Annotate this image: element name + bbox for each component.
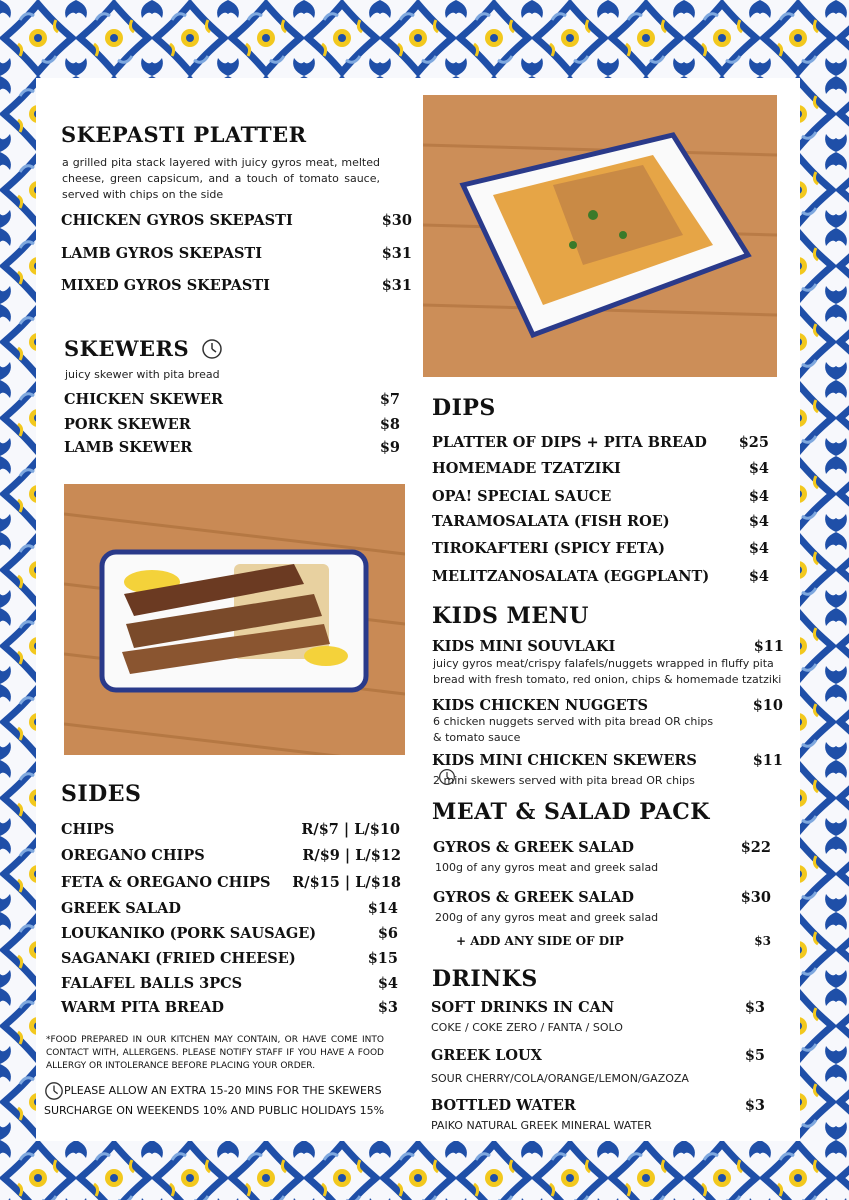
item-name: KIDS MINI SOUVLAKI [432, 638, 616, 655]
menu-item [432, 513, 769, 530]
item-price: $15 [367, 950, 398, 967]
item-name: PLATTER OF DIPS + PITA BREAD [432, 434, 707, 451]
menu-item [432, 540, 769, 557]
menu-item [432, 568, 769, 585]
skewers-title: SKEWERS [64, 336, 223, 361]
menu-item [432, 697, 783, 714]
clock-icon [201, 338, 223, 360]
item-price: $25 [738, 434, 769, 451]
menu-item [61, 950, 398, 967]
item-price: $30 [740, 889, 771, 906]
item-name: LAMB GYROS SKEPASTI [61, 245, 263, 262]
clock-icon [44, 1081, 64, 1101]
skepasti-title: SKEPASTI PLATTER [61, 122, 307, 147]
item-name: + ADD ANY SIDE OF DIP [456, 934, 624, 948]
item-description: juicy gyros meat/crispy falafels/nuggets wrapped in fluffy pita [433, 657, 774, 670]
item-name: OREGANO CHIPS [61, 847, 205, 864]
item-name: SAGANAKI (FRIED CHEESE) [61, 950, 296, 967]
dips-title: DIPS [432, 395, 496, 421]
item-name: BOTTLED WATER [431, 1097, 576, 1114]
menu-item [61, 874, 401, 891]
menu-item [61, 277, 412, 294]
menu-item [432, 434, 769, 451]
item-description: 200g of any gyros meat and greek salad [435, 911, 659, 924]
menu-item [433, 839, 771, 856]
item-name: CHICKEN GYROS SKEPASTI [61, 212, 293, 229]
menu-item [61, 900, 398, 917]
item-price: $4 [748, 568, 769, 585]
item-price: $4 [748, 460, 769, 477]
item-price: $11 [753, 638, 784, 655]
drinks-title: DRINKS [432, 966, 538, 992]
item-price: $4 [748, 488, 769, 505]
item-name: CHICKEN SKEWER [64, 391, 224, 408]
menu-item [64, 416, 400, 433]
item-price: $4 [748, 513, 769, 530]
item-name: MIXED GYROS SKEPASTI [61, 277, 270, 294]
item-name: CHIPS [61, 821, 115, 838]
item-name: TIROKAFTERI (SPICY FETA) [432, 540, 665, 557]
item-name: FETA & OREGANO CHIPS [61, 874, 271, 891]
menu-item [61, 847, 401, 864]
item-description: 2 mini skewers served with pita bread OR chips [433, 774, 695, 787]
item-price: $3 [744, 999, 765, 1016]
item-price: $31 [381, 277, 412, 294]
skewers-description: juicy skewer with pita bread [65, 368, 220, 381]
item-name: GREEK LOUX [431, 1047, 542, 1064]
skewers-photo [64, 484, 405, 755]
menu-item [61, 975, 398, 992]
item-name: GREEK SALAD [61, 900, 181, 917]
menu-item [61, 821, 400, 838]
skepasti-description: a grilled pita stack layered with juicy gyros meat, melted cheese, green capsicum, and a touch of tomato sauce, served with chips on the side [62, 156, 380, 201]
item-name: HOMEMADE TZATZIKI [432, 460, 621, 477]
item-name: WARM PITA BREAD [61, 999, 224, 1016]
item-name: LAMB SKEWER [64, 439, 193, 456]
item-price: $9 [379, 439, 400, 456]
item-price: $31 [381, 245, 412, 262]
item-description: SOUR CHERRY/COLA/ORANGE/LEMON/GAZOZA [431, 1072, 689, 1085]
item-name: LOUKANIKO (PORK SAUSAGE) [61, 925, 317, 942]
item-price: $4 [377, 975, 398, 992]
kids-title: KIDS MENU [432, 603, 589, 629]
item-name: TARAMOSALATA (FISH ROE) [432, 513, 670, 530]
item-price: $5 [744, 1047, 765, 1064]
item-name: PORK SKEWER [64, 416, 191, 433]
item-price: $3 [377, 999, 398, 1016]
item-description: 100g of any gyros meat and greek salad [435, 861, 659, 874]
menu-item [432, 638, 784, 655]
item-name: MELITZANOSALATA (EGGPLANT) [432, 568, 710, 585]
menu-item [431, 999, 765, 1016]
item-price: R/$9 | L/$12 [302, 847, 401, 864]
item-price: $7 [379, 391, 400, 408]
item-name: GYROS & GREEK SALAD [433, 889, 635, 906]
item-price: $4 [748, 540, 769, 557]
addon-item [456, 934, 771, 948]
menu-item [432, 460, 769, 477]
menu-item [64, 439, 400, 456]
menu-item [61, 245, 412, 262]
item-price: R/$15 | L/$18 [292, 874, 401, 891]
surcharge-note: SURCHARGE ON WEEKENDS 10% AND PUBLIC HOLIDAYS 15% [44, 1104, 385, 1117]
item-name: GYROS & GREEK SALAD [433, 839, 635, 856]
item-price: R/$7 | L/$10 [301, 821, 400, 838]
allergen-note: *FOOD PREPARED IN OUR KITCHEN MAY CONTAIN, OR HAVE COME INTO CONTACT WITH, ALLERGENS. PLEASE NOTIFY STAFF IF YOU HAVE A FOOD ALLERGY OR INTOLERANCE BEFORE PLACING YOUR ORDER. [46, 1035, 384, 1071]
item-description: COKE / COKE ZERO / FANTA / SOLO [431, 1021, 623, 1034]
item-price: $30 [381, 212, 412, 229]
menu-item [64, 391, 400, 408]
item-name: KIDS CHICKEN NUGGETS [432, 697, 648, 714]
item-description: PAIKO NATURAL GREEK MINERAL WATER [431, 1119, 652, 1132]
item-description: & tomato sauce [433, 731, 521, 744]
skewer-wait-note: PLEASE ALLOW AN EXTRA 15-20 MINS FOR THE SKEWERS [44, 1081, 382, 1101]
menu-item [431, 1047, 765, 1064]
item-price: $8 [379, 416, 400, 433]
sides-title: SIDES [61, 781, 142, 807]
item-price: $3 [744, 1097, 765, 1114]
item-name: FALAFEL BALLS 3PCS [61, 975, 243, 992]
menu-item [431, 1097, 765, 1114]
item-price: $22 [740, 839, 771, 856]
item-description: bread with fresh tomato, red onion, chips & homemade tzatziki [433, 673, 782, 686]
pack-title: MEAT & SALAD PACK [432, 799, 710, 825]
menu-item [61, 925, 398, 942]
item-price: $10 [752, 697, 783, 714]
menu-item [61, 999, 398, 1016]
menu-item [433, 889, 771, 906]
item-price: $11 [752, 752, 783, 769]
item-name: KIDS MINI CHICKEN SKEWERS [432, 752, 697, 786]
menu-item [61, 212, 412, 229]
skepasti-photo [423, 95, 777, 377]
item-name: SOFT DRINKS IN CAN [431, 999, 615, 1016]
menu-item [432, 488, 769, 505]
item-price: $3 [754, 934, 771, 948]
item-price: $14 [367, 900, 398, 917]
item-name: OPA! SPECIAL SAUCE [432, 488, 612, 505]
item-description: 6 chicken nuggets served with pita bread OR chips [433, 715, 714, 728]
item-price: $6 [377, 925, 398, 942]
